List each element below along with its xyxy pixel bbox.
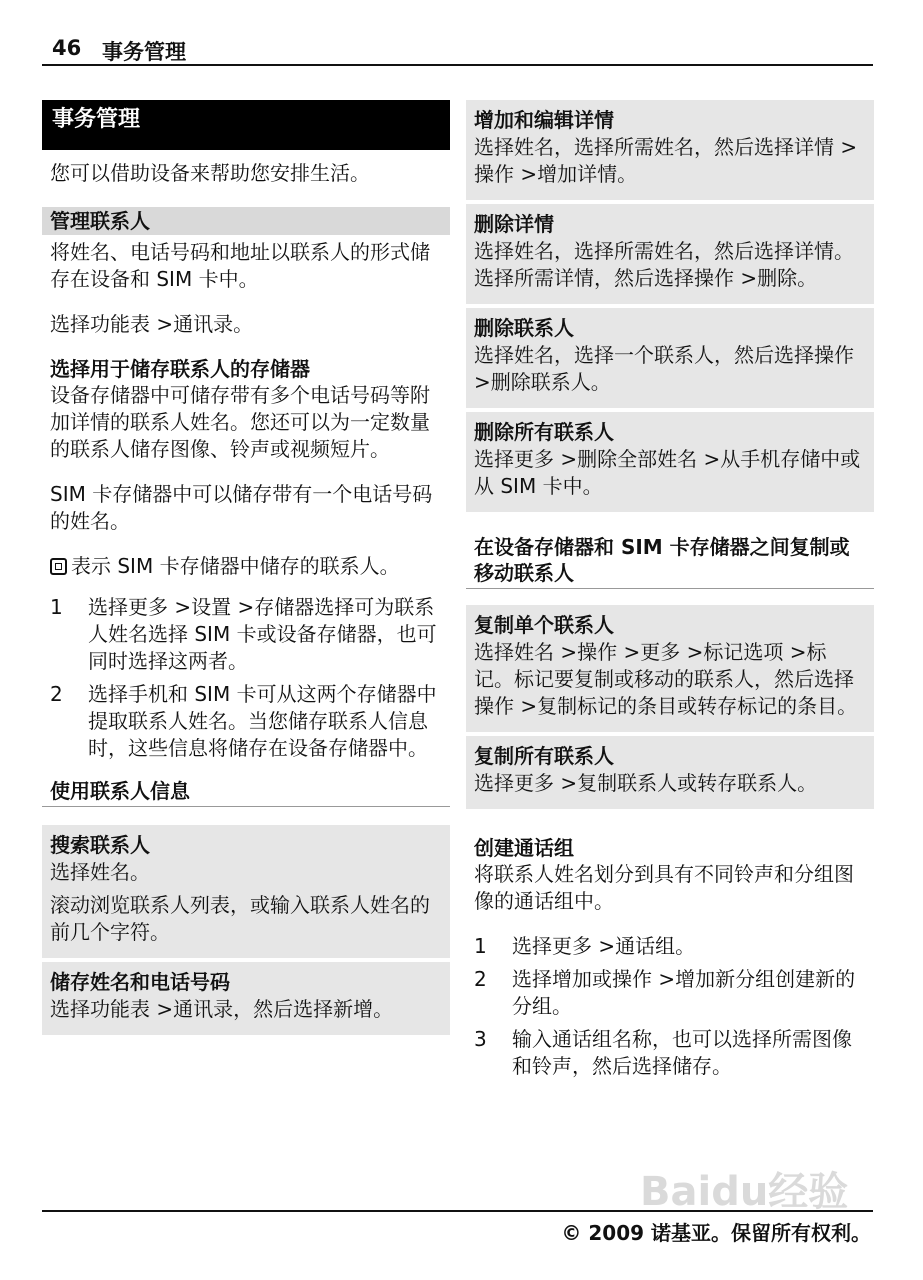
step-text: 选择增加或操作 >增加新分组创建新的分组。 — [512, 967, 856, 1018]
delete-details-text: 选择姓名，选择所需姓名，然后选择详情。选择所需详情，然后选择操作 >删除。 — [474, 239, 854, 290]
groups-steps — [466, 933, 874, 1080]
save-name-text: 选择功能表 >通讯录，然后选择新增。 — [50, 997, 394, 1021]
delete-details-title: 删除详情 — [474, 212, 554, 236]
manage-contacts-heading: 管理联系人 — [42, 207, 450, 235]
copy-single-text: 选择姓名 >操作 >更多 >标记选项 >标记。标记要复制或移动的联系人，然后选择操作 >复制标记的条目或转存标记的条目。 — [474, 640, 858, 718]
list-item — [42, 594, 450, 675]
sim-card-icon — [50, 558, 67, 575]
footer-rule — [42, 1210, 873, 1212]
search-contacts-line2: 滚动浏览联系人列表，或输入联系人姓名的前几个字符。 — [50, 893, 430, 944]
list-item — [42, 681, 450, 762]
memory-p5-row — [42, 553, 450, 580]
step-number: 2 — [474, 967, 487, 991]
use-contacts-heading: 使用联系人信息 — [42, 778, 450, 807]
footer-copyright: © 2009 诺基亚。保留所有权利。 — [561, 1221, 871, 1245]
search-contacts-title: 搜索联系人 — [50, 833, 150, 857]
memory-p4: SIM 卡存储器中可以储存带有一个电话号码的姓名。 — [50, 482, 433, 533]
step-text: 选择更多 >设置 >存储器选择可为联系人姓名选择 SIM 卡或设备存储器，也可同时选择这两者。 — [88, 595, 437, 673]
copy-all-box — [466, 736, 874, 809]
delete-contact-text: 选择姓名，选择一个联系人，然后选择操作 >删除联系人。 — [474, 343, 854, 394]
memory-steps — [42, 594, 450, 762]
list-item — [466, 933, 874, 960]
step-number: 2 — [50, 682, 63, 706]
page-header — [42, 36, 873, 66]
copy-all-title: 复制所有联系人 — [474, 744, 614, 768]
add-edit-details-text: 选择姓名，选择所需姓名，然后选择详情 >操作 >增加详情。 — [474, 135, 858, 186]
right-column — [466, 100, 874, 1086]
step-text: 选择更多 >通话组。 — [512, 934, 696, 958]
copy-single-box — [466, 605, 874, 732]
groups-intro: 将联系人姓名划分到具有不同铃声和分组图像的通话组中。 — [474, 862, 854, 913]
delete-contact-box — [466, 308, 874, 408]
page-number: 46 — [52, 36, 82, 60]
list-item — [466, 1026, 874, 1080]
memory-p3: 设备存储器中可储存带有多个电话号码等附加详情的联系人姓名。您还可以为一定数量的联系人储存图像、铃声或视频短片。 — [50, 383, 430, 461]
manage-contacts-p2: 选择功能表 >通讯录。 — [50, 312, 254, 336]
memory-p5: 表示 SIM 卡存储器中储存的联系人。 — [71, 554, 400, 578]
step-number: 1 — [474, 934, 487, 958]
copy-move-heading: 在设备存储器和 SIM 卡存储器之间复制或移动联系人 — [466, 534, 874, 589]
delete-contact-title: 删除联系人 — [474, 316, 574, 340]
chapter-title: 事务管理 — [42, 100, 450, 150]
groups-heading: 创建通话组 — [474, 836, 574, 860]
copy-all-text: 选择更多 >复制联系人或转存联系人。 — [474, 771, 818, 795]
step-number: 1 — [50, 595, 63, 619]
delete-all-box — [466, 412, 874, 512]
delete-details-box — [466, 204, 874, 304]
memory-heading: 选择用于储存联系人的存储器 — [50, 357, 310, 381]
watermark: Baidu经验 — [640, 1169, 849, 1215]
list-item — [466, 966, 874, 1020]
search-contacts-box — [42, 825, 450, 958]
save-name-box — [42, 962, 450, 1035]
step-text: 选择手机和 SIM 卡可从这两个存储器中提取联系人姓名。当您储存联系人信息时，这些信息将储存在设备存储器中。 — [88, 682, 437, 760]
left-column — [42, 100, 450, 1035]
delete-all-title: 删除所有联系人 — [474, 420, 614, 444]
add-edit-details-box — [466, 100, 874, 200]
delete-all-text: 选择更多 >删除全部姓名 >从手机存储中或从 SIM 卡中。 — [474, 447, 861, 498]
step-number: 3 — [474, 1027, 487, 1051]
header-title: 事务管理 — [102, 40, 186, 64]
search-contacts-line1: 选择姓名。 — [50, 860, 150, 884]
chapter-intro: 您可以借助设备来帮助您安排生活。 — [50, 161, 370, 185]
manage-contacts-p1: 将姓名、电话号码和地址以联系人的形式储存在设备和 SIM 卡中。 — [50, 240, 430, 291]
add-edit-details-title: 增加和编辑详情 — [474, 108, 614, 132]
copy-single-title: 复制单个联系人 — [474, 613, 614, 637]
save-name-title: 储存姓名和电话号码 — [50, 970, 230, 994]
step-text: 输入通话组名称，也可以选择所需图像和铃声，然后选择储存。 — [512, 1027, 852, 1078]
